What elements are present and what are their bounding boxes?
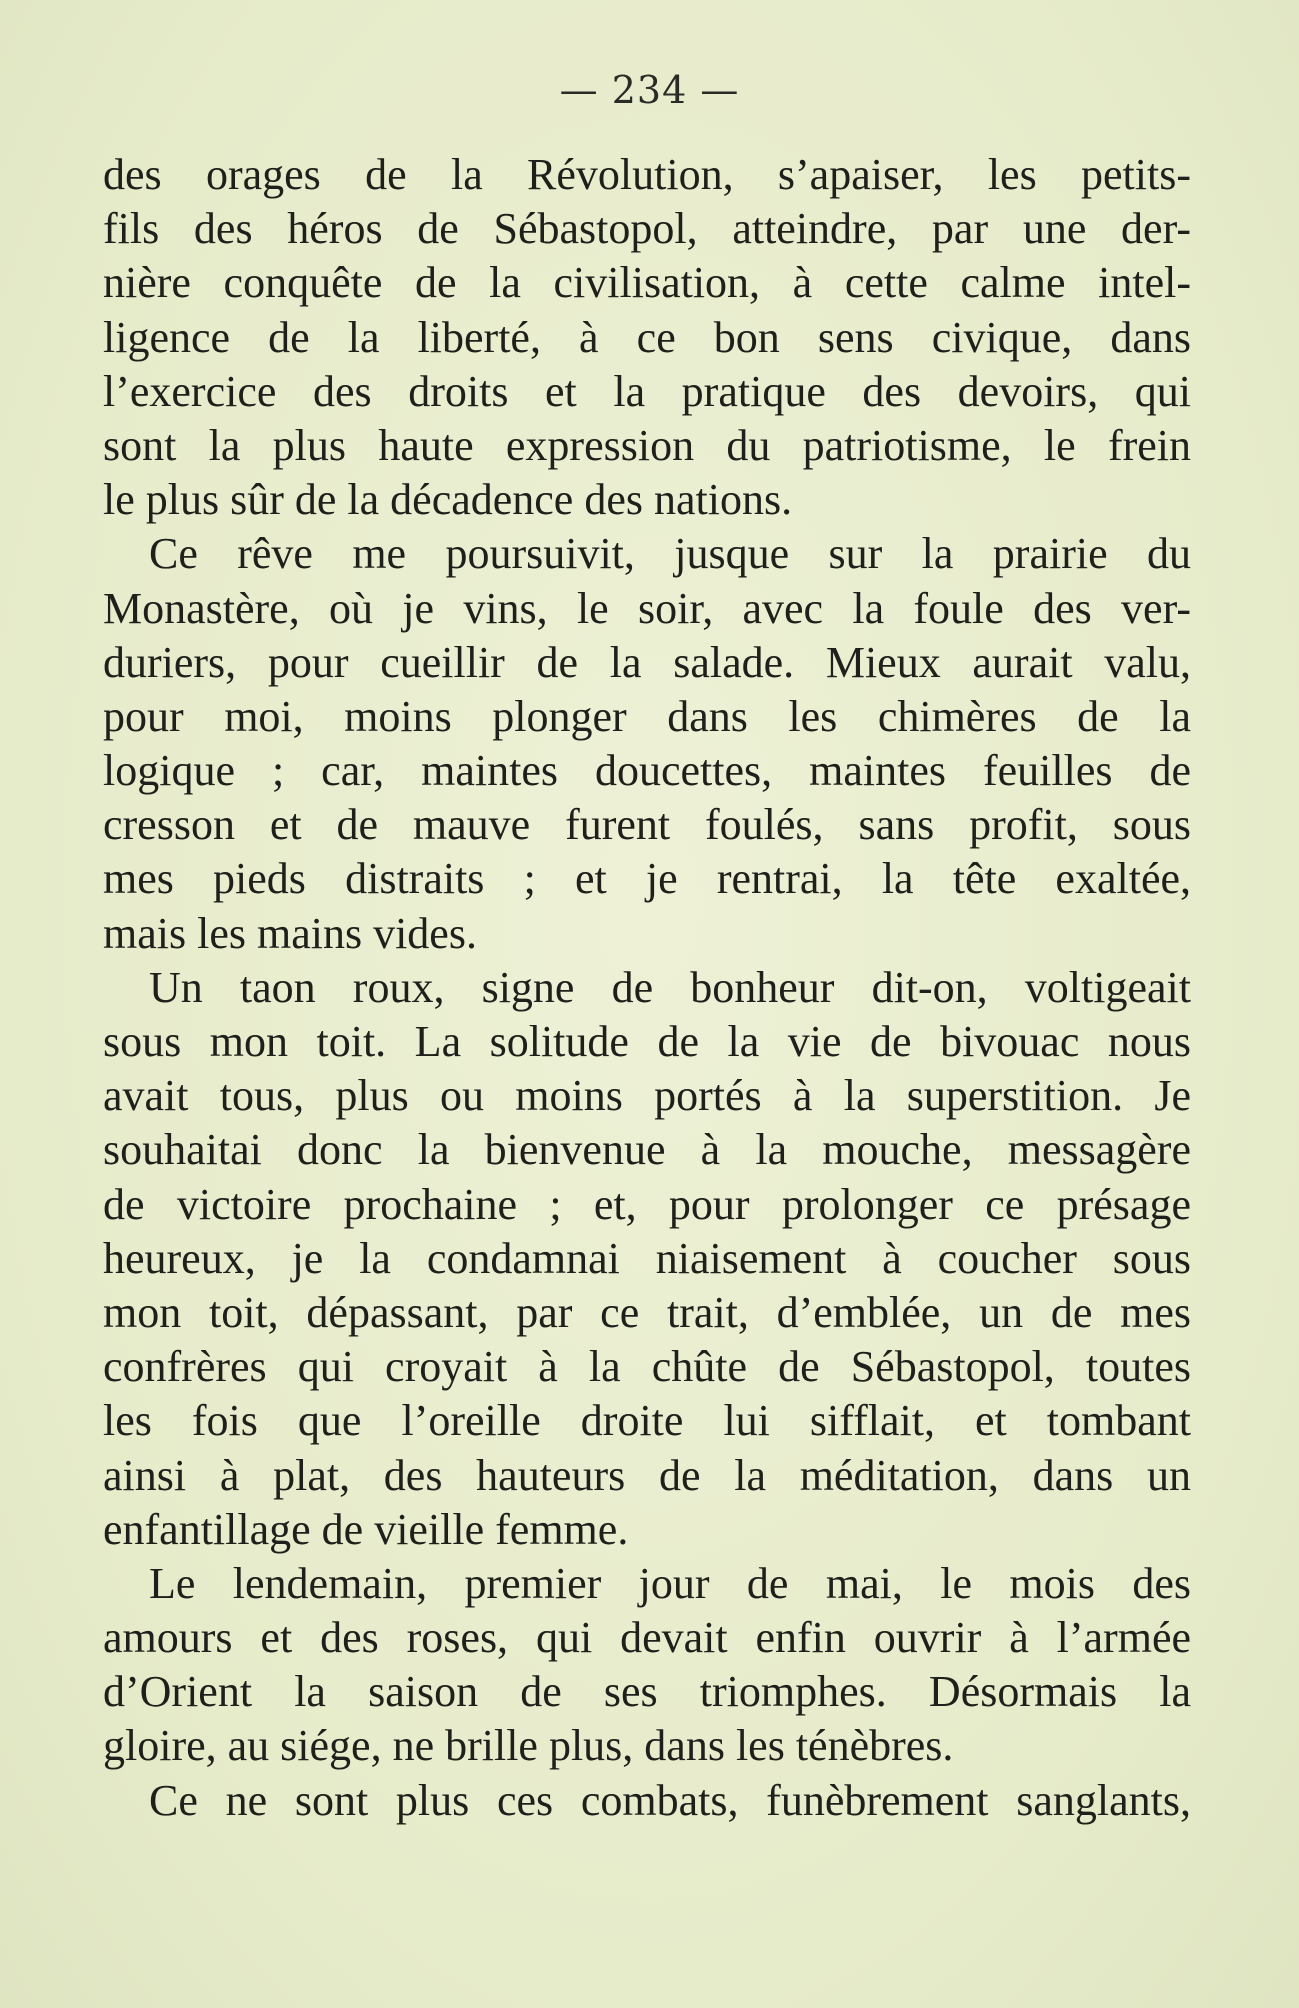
text-line: Monastère, où je vins, le soir, avec la foule des ver- [103,583,1191,633]
text-line: Le lendemain, premier jour de mai, le mois des [149,1558,1191,1608]
text-line: Ce rêve me poursuivit, jusque sur la prairie du [149,529,1191,579]
text-line: heureux, je la condamnai niaisement à coucher sous [103,1233,1191,1283]
text-line: sont la plus haute expression du patriotisme, le frein [103,420,1191,470]
text-line: ainsi à plat, des hauteurs de la méditation, dans un [103,1450,1191,1500]
text-line: amours et des roses, qui devait enfin ouvrir à l’armée [103,1613,1191,1663]
text-line: nière conquête de la civilisation, à cette calme intel- [103,258,1191,308]
text-line: de victoire prochaine ; et, pour prolonger ce présage [103,1179,1191,1229]
text-line: Ce ne sont plus ces combats, funèbrement sanglants, [149,1775,1191,1825]
text-line: des orages de la Révolution, s’apaiser, les petits- [103,150,1191,199]
text-line: enfantillage de vieille femme. [103,1504,629,1554]
text-line: mais les mains vides. [103,908,477,958]
text-line: confrères qui croyait à la chûte de Sébastopol, toutes [103,1342,1191,1392]
text-line: Un taon roux, signe de bonheur dit-on, voltigeait [149,962,1191,1012]
text-line: les fois que l’oreille droite lui sifflait, et tombant [103,1396,1191,1446]
text-line: mon toit, dépassant, par ce trait, d’emblée, un de mes [103,1287,1191,1337]
body-text [103,148,1191,1828]
text-line: mes pieds distraits ; et je rentrai, la tête exaltée, [103,854,1191,904]
text-line: souhaitai donc la bienvenue à la mouche, messagère [103,1125,1191,1175]
text-line: le plus sûr de la décadence des nations. [103,475,793,525]
text-line: d’Orient la saison de ses triomphes. Désormais la [103,1667,1191,1717]
text-line: duriers, pour cueillir de la salade. Mieux aurait valu, [103,637,1191,687]
text-line: gloire, au siége, ne brille plus, dans les ténèbres. [103,1721,954,1771]
text-line: cresson et de mauve furent foulés, sans profit, sous [103,800,1191,850]
text-line: pour moi, moins plonger dans les chimères de la [103,691,1191,741]
text-line: logique ; car, maintes doucettes, maintes feuilles de [103,746,1191,796]
text-line: l’exercice des droits et la pratique des devoirs, qui [103,366,1191,416]
text-line: ligence de la liberté, à ce bon sens civique, dans [103,312,1191,362]
text-line: fils des héros de Sébastopol, atteindre, par une der- [103,204,1191,254]
text-line: avait tous, plus ou moins portés à la superstition. Je [103,1071,1191,1121]
text-line: sous mon toit. La solitude de la vie de bivouac nous [103,1017,1191,1066]
page-number: — 234 — [559,68,740,112]
